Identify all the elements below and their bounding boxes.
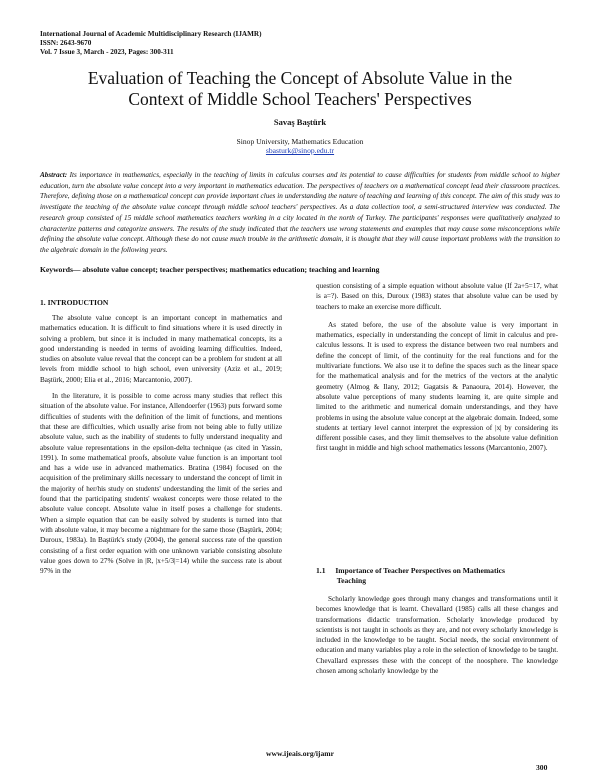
- subsection-title-line-2: Teaching: [336, 576, 367, 585]
- journal-name: International Journal of Academic Multidisciplinary Research (IJAMR): [40, 30, 262, 38]
- journal-issn: ISSN: 2643-9670: [40, 39, 92, 47]
- keywords: Keywords— absolute value concept; teacher perspectives; mathematics education; teaching and learning: [40, 265, 380, 274]
- paper-title: [40, 68, 560, 110]
- subsection-paragraph: Scholarly knowledge goes through many changes and transformations until it becomes knowledge that is learnt. Chevallard (1985) calls all these changes and transformations didactic transformation. Scholarly knowledge produced by scientists is not taught in schools as they are, and not every scholarly knowledge is included in the knowledge to be taught. Social needs, the social environment of education and many variables play a role in the selection of knowledge to be taught. Chevallard expresses these with the concept of the noosphere. The knowledge chosen among scholarly knowledge by the: [316, 595, 558, 676]
- page-number: 300: [536, 763, 548, 772]
- left-column: [40, 313, 282, 576]
- author-affiliation: Sinop University, Mathematics Education: [236, 137, 364, 146]
- title-line-2: Context of Middle School Teachers' Perspectives: [128, 89, 472, 109]
- right-column-lower: [316, 594, 558, 676]
- intro-paragraph-2: In the literature, it is possible to come across many studies that reflect this situation of the absolute value. For instance, Allendoerfer (1963) puts forward some difficulties of students with the definition of the limit of functions, and mentions that these are difficulties, which usually arise from not being able to fully utilize absolute value, such as the inability of students to fully understand inequality and absolute value representations in the epsilon-delta technique (as cited in Yassin, 1991). In some mathematical proofs, absolute value function is an important tool and has a wide use in advanced mathematics. Bratina (1984) focused on the acquisition of the preliminary skills necessary to understand the concept of limit in the majority of her/his study on students' understanding the limit of the series and found that the participating students' weakest concepts were those related to the absolute value concept. Absolute value in itself poses a challenge for students. When a simple equation that can be easily solved by students is turned into that with absolute value, it may become a nightmare for the same those (Baştürk, 2004; Duroux, 1983a). In Baştürk's study (2004), the general success rate of the question consisting of a first order equation with one unknown variable consisting absolute value goes down to 27% (Solve in |R, |x+5/3|=14) while the success rate is about 97% in the: [40, 392, 282, 576]
- subsection-title-line-1: Importance of Teacher Perspectives on Mathematics: [335, 566, 505, 575]
- author-email-link[interactable]: sbasturk@sinop.edu.tr: [265, 146, 335, 155]
- section-heading-introduction: 1. INTRODUCTION: [40, 298, 109, 307]
- title-line-1: Evaluation of Teaching the Concept of Absolute Value in the: [87, 68, 513, 88]
- intro-paragraph-1: The absolute value concept is an important concept in mathematics and mathematics education. It is difficult to find situations where it is used directly in solving a problem, but since it is included in many mathematical concepts, its a good understanding is needed in terms of avoiding learning difficulties. Indeed, studies on absolute value reveal that the concept can be a problem for student at all levels from middle school to high school, even university (Aziz et al., 2019; Baştürk, 2000; Elia et al., 2016; Marcantonio, 2007).: [40, 314, 282, 384]
- abstract-label: Abstract:: [40, 171, 68, 179]
- journal-volume: Vol. 7 Issue 3, March - 2023, Pages: 300-311: [40, 48, 174, 56]
- author-name: Savaş Baştürk: [273, 117, 327, 127]
- intro-paragraph-3: As stated before, the use of the absolute value is very important in mathematics, especially in understanding the concept of limit in calculus and pre-calculus lessons. It is used to express the distance between two real numbers and define the concept of limit, of the continuity for the real functions and for the multivariate functions. We also use it to define the spaces such as the linear space for the mathematical analysis and for the metrics of the vectors at the analytic geometry (Almog & Ilany, 2012; Gagatsis & Panaoura, 2014). However, the absolute value perceptions of many students learning it, are quite simple and limited to the arithmetic and numerical domain understandings, and they have problems in using the absolute value concept at the algebraic domain. Indeed, some students at tertiary level cannot interpret the expression of |x| by considering its different possible cases, and they limit themselves to the absolute value definition first taught in middle and high school mathematics lessons (Marcantonio, 2007).: [316, 320, 558, 453]
- subsection-number: 1.1: [316, 566, 326, 575]
- subsection-heading: [316, 566, 558, 586]
- abstract: [40, 170, 560, 256]
- intro-paragraph-continued: question consisting of a simple equation without absolute value (If 2a+5=17, what is a=?). Based on this, Duroux (1983) states that absolute value can be used by teachers to make an exercise more difficult.: [316, 282, 558, 311]
- abstract-text: Its importance in mathematics, especially in the teaching of limits in calculus courses and its potential to cause difficulties for students from middle school to higher education, turn the absolute value concept into a very important in mathematics education. The perspectives of teachers on a mathematical concept lead their classroom practices. Therefore, defining those on a mathematical concept can provide important clues in understanding the nature of teaching and learning of this concept. The aim of this study was to investigate the teaching of the absolute value concept through middle school teachers' perspectives. As a data collection tool, a semi-structured interview was conducted. The research group consisted of 15 middle school mathematics teachers working in a city located in the north of Turkey. The participants' responses were qualitatively analyzed to characterize patterns and categorize answers. The results of the study indicated that the teachers use wrong statements and examples that may cause some misconceptions while defining the absolute value concept. Although these do not cause much trouble in the arithmetic domain, it is thought that they will cause important problems with the transition to the algebraic domain in the following years.: [40, 171, 560, 254]
- journal-header: [40, 30, 261, 57]
- footer-url-link[interactable]: www.ijeais.org/ijamr: [266, 749, 334, 758]
- right-column: [316, 281, 558, 454]
